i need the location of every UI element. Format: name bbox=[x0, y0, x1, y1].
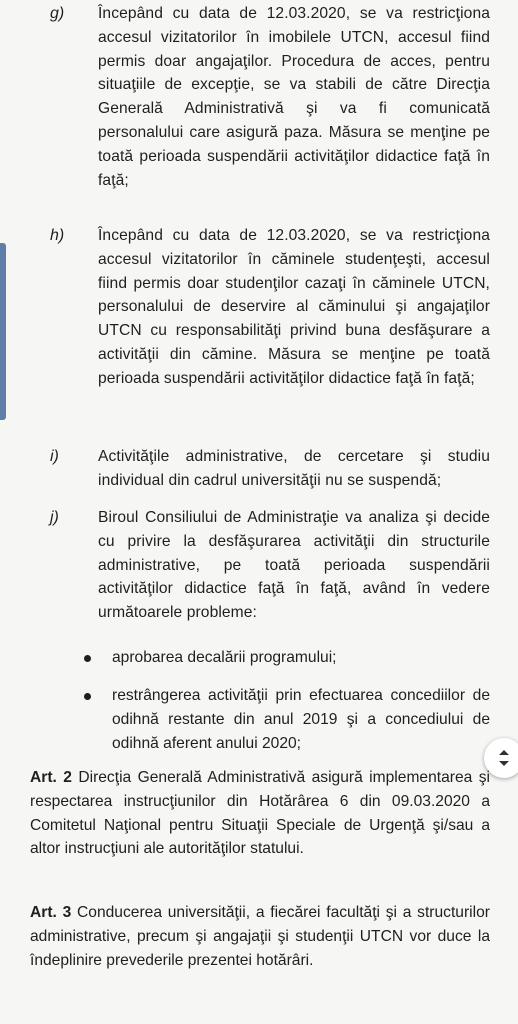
item-text: Biroul Consiliului de Administraţie va analiza şi decide cu privire la desfăşurarea activităţii din structurile administrative, pe toată perioada suspendării activităţilor didactice faţă în faţă, având în vedere următoarele probleme: bbox=[98, 509, 490, 622]
scroll-arrows-icon bbox=[494, 746, 514, 770]
item-label: i) bbox=[50, 448, 59, 465]
side-panel-tab[interactable] bbox=[0, 243, 6, 420]
article-label: Art. 3 bbox=[30, 904, 72, 921]
bullet-text: restrângerea activităţii prin efectuarea concediilor de odihnă restante din anul 2019 şi a concediului de odihnă aferent anului 2020; bbox=[112, 687, 490, 752]
item-text: Începând cu data de 12.03.2020, se va restricţiona accesul vizitatorilor în imobilele UTCN, accesul fiind permis doar angajaţilor. Procedura de acces, pentru situaţiile de excepţie, se va stabili de către Direcţia Generală Administrativă şi va fi comunicată personalului care asigură paza. Măsura se menţine pe toată perioada suspendării activităţilor didactice faţă în faţă; bbox=[98, 5, 490, 189]
article-3 bbox=[30, 901, 490, 972]
article-label: Art. 2 bbox=[30, 769, 72, 786]
item-text: Începând cu data de 12.03.2020, se va restricţiona accesul vizitatorilor în căminele studenţeşti, accesul fiind permis doar studenţilor cazaţi în căminele UTCN, personalului de deservire al căminului şi angajaţilor UTCN cu responsabilităţi privind buna desfăşurare a activităţii din cămine. Măsura se menţine pe toată perioada suspendării activităţilor didactice faţă în faţă; bbox=[98, 227, 490, 387]
article-text: Direcţia Generală Administrativă asigură implementarea şi respectarea instrucţiunilor din Hotărârea 6 din 09.03.2020 a Comitetul Naţional pentru Situaţii Speciale de Urgenţă şi/sau a altor instrucţiuni ale autorităţilor statului. bbox=[30, 769, 490, 858]
article-text: Conducerea universităţii, a fiecărei facultăţi şi a structurilor administrative, precum şi angajaţii şi studenţii UTCN vor duce la îndeplinire prevederile prezentei hotărâri. bbox=[30, 904, 490, 969]
item-label: h) bbox=[50, 227, 65, 244]
item-label: g) bbox=[50, 5, 65, 22]
bullet-dot-icon bbox=[84, 693, 91, 700]
bullet-text: aprobarea decalării programului; bbox=[112, 649, 337, 666]
article-2 bbox=[30, 766, 490, 861]
item-label: j) bbox=[50, 509, 59, 526]
bullet-dot-icon bbox=[84, 655, 91, 662]
scroll-handle[interactable] bbox=[484, 738, 518, 778]
item-text: Activităţile administrative, de cercetare şi studiu individual din cadrul universităţii nu se suspendă; bbox=[98, 448, 490, 489]
